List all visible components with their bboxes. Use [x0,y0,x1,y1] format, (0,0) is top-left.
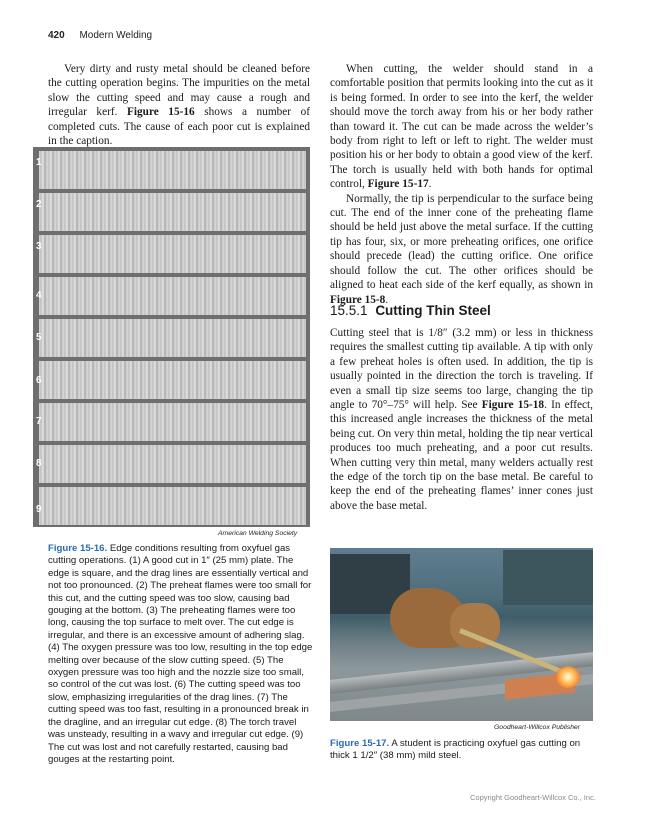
right-text-3b: . In effect, this increased angle increases the thickness of the metal being cut. On very thin metal, holding the tip near vertical produces too much preheating, and a poor cut results. When cutting very thin metal, many welders actually rest the edge of the torch tip on the base metal. Be careful to keep the end of the preheating flames’ inner cones just above the base metal. [330,399,593,512]
strip-label: 6 [36,375,42,386]
figure-15-17-caption [330,738,593,763]
right-paragraphs [330,62,593,307]
figure-15-16-credit: American Welding Society [218,530,298,537]
figure-ref-15-16: Figure 15-16 [126,106,195,119]
left-text-1: Very dirty and rusty metal should be cleaned before the cutting operation begins. The impurities on the metal slow the cutting speed and may cause a rough and irregular kerf. [48,63,310,119]
strip-label: 2 [36,199,42,210]
cut-strip [39,151,306,189]
strip-label: 1 [36,157,42,168]
figure-15-17-credit: Goodheart-Willcox Publisher [494,724,581,731]
cut-strip [39,487,306,525]
strip-label: 4 [36,290,42,301]
section-number: 15.5.1 [330,303,368,318]
section-paragraph [330,326,593,513]
right-text-2a: Normally, the tip is perpendicular to the surface being cut. The end of the inner cone of the preheating flame should be held just above the metal surface. If the cutting tip has four, six, or more preheating orifices, one orifice should precede (lead) the cutting orifice. One orifice should follow the cut. The other orifices should be aligned to heat each side of the kerf equally, as shown in [330,192,593,292]
figure-ref-15-8: Figure 15-8 [330,293,386,306]
background-machine [503,550,593,605]
figure-ref-15-18: Figure 15-18 [481,399,545,412]
strip-label: 9 [36,504,42,515]
caption-label: Figure 15-16. [48,543,108,554]
right-text-2b: . [385,293,389,306]
cut-strip [39,319,306,357]
cut-strip [39,361,306,399]
cut-strip [39,445,306,483]
copyright: Copyright Goodheart-Willcox Co., Inc. [470,793,596,802]
caption-text: Edge conditions resulting from oxyfuel gas cutting operations. (1) A good cut in 1″ (25 mm) plate. The edge is square, and the drag lines are essentially vertical and not too pronounced. (2) The preheat flames were too small for this cut, and the cutting speed was too slow, causing bad gouging at the bottom. (3) The preheating flames were too long, causing the top surface to melt over. The cut edge is irregular, and there is an excessive amount of adhering slag. (4) The oxygen pressure was too low, resulting in the top edge melting over because of the slow cutting speed. (5) The oxygen pressure was too high and the nozzle size too small, so control of the cut was lost. (6) The cutting speed was too slow, emphasizing irregularities of the drag lines. (7) The cutting speed was too fast, resulting in a pronounced break in the dragline, and an irregular cut edge. (8) The torch travel was unsteady, resulting in a wavy and irregular cut edge. (9) The cut was lost and not carefully restarted, causing bad gouges at the restarting point. [48,543,313,765]
caption-text: A student is practicing oxyfuel gas cutting on thick 1 1/2″ (38 mm) mild steel. [330,738,581,762]
cut-strip [39,277,306,315]
figure-15-16-photo [33,147,310,527]
figure-15-16-caption [48,543,313,766]
caption-label: Figure 15-17. [330,738,390,749]
cut-strip [39,235,306,273]
strip-label: 8 [36,458,42,469]
cut-strip [39,193,306,231]
page-number: 420 [48,30,65,41]
strip-label: 3 [36,241,42,252]
right-text-1a: When cutting, the welder should stand in a comfortable position that permits looking into the cut as it is being formed. In order to see into the kerf, the welder should move the torch away from his or her body rather than toward it. The cut can be made across the welder’s body from right to left or left to right. The welder must position his or her body to obtain a good view of the kerf. The torch is usually held with both hands for optimal control, [330,63,593,191]
cut-strip [39,403,306,441]
flame [555,666,581,688]
left-paragraph [48,62,310,148]
figure-ref-15-17: Figure 15-17 [367,178,429,191]
strip-label: 7 [36,416,42,427]
book-title: Modern Welding [79,30,153,41]
page-header [48,30,152,41]
right-text-1b: . [428,178,432,191]
left-text-2: shows a number of completed cuts. The cause of each poor cut is explained in the caption. [48,106,310,148]
strip-label: 5 [36,332,42,343]
section-heading [330,303,491,318]
section-title: Cutting Thin Steel [375,303,491,318]
right-text-3a: Cutting steel that is 1/8″ (3.2 mm) or less in thickness requires the smallest cutting tip available. A tip with only a few preheat holes is often used. In addition, the tip is usually pointed in the direction the torch is traveling. If even a small tip size seems too large, changing the tip angle to 70°–75° will help. See [330,327,593,412]
figure-15-17-photo [330,548,593,721]
